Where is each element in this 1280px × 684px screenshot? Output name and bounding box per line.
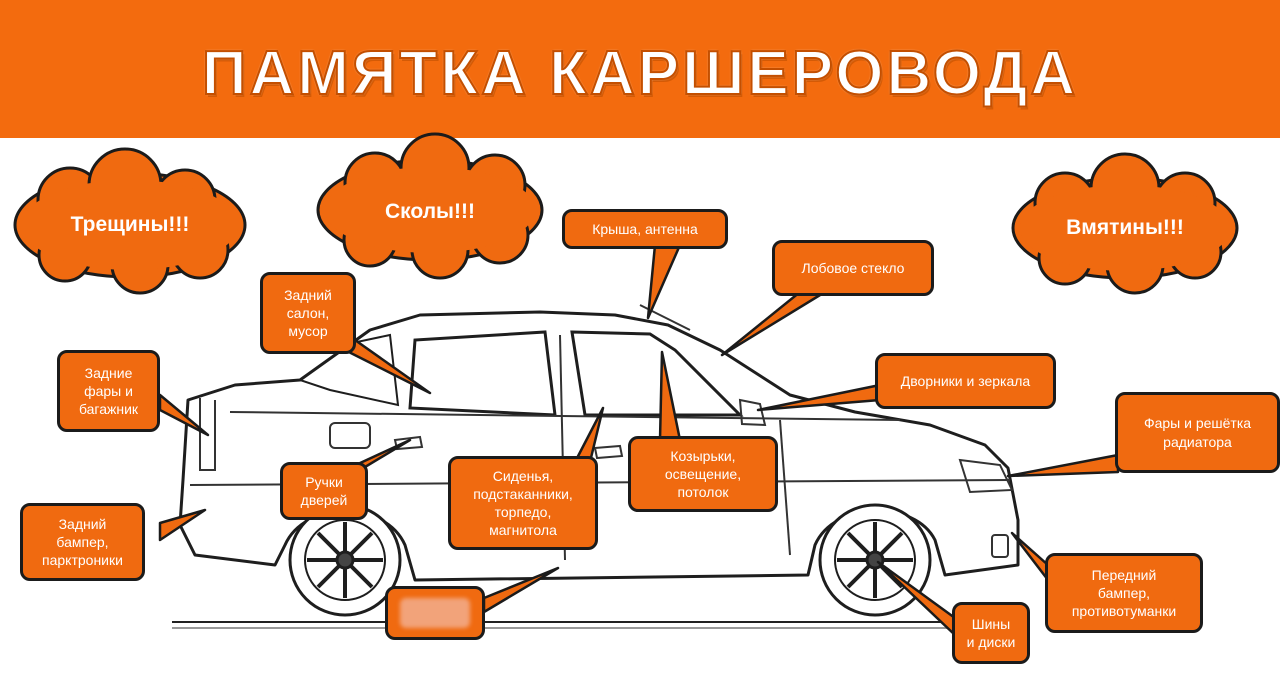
label-rear-bumper: Задний бампер, парктроники bbox=[20, 503, 145, 581]
label-wipers-mirrors: Дворники и зеркала bbox=[875, 353, 1056, 409]
label-tires-wheels: Шины и диски bbox=[952, 602, 1030, 664]
cloud-chips-text: Сколы!!! bbox=[385, 200, 475, 223]
page-title: ПАМЯТКА КАРШЕРОВОДА bbox=[201, 39, 1079, 108]
label-front-bumper: Передний бампер, противотуманки bbox=[1045, 553, 1203, 633]
label-roof-antenna: Крыша, антенна bbox=[562, 209, 728, 249]
ground-lines bbox=[172, 622, 1000, 628]
label-visors-lighting: Козырьки, освещение, потолок bbox=[628, 436, 778, 512]
label-door-handles: Ручки дверей bbox=[280, 462, 368, 520]
label-seats-console: Сиденья, подстаканники, торпедо, магнитола bbox=[448, 456, 598, 550]
cloud-cracks-text: Трещины!!! bbox=[70, 213, 190, 236]
cloud-dents-text: Вмятины!!! bbox=[1066, 216, 1184, 239]
label-sill-blurred bbox=[385, 586, 485, 640]
front-wheel bbox=[820, 505, 930, 615]
label-rear-lights-trunk: Задние фары и багажник bbox=[57, 350, 160, 432]
label-rear-cabin: Задний салон, мусор bbox=[260, 272, 356, 354]
rear-wheel bbox=[290, 505, 400, 615]
label-windshield: Лобовое стекло bbox=[772, 240, 934, 296]
blurred-text bbox=[400, 598, 470, 628]
label-headlights-grille: Фары и решётка радиатора bbox=[1115, 392, 1280, 473]
